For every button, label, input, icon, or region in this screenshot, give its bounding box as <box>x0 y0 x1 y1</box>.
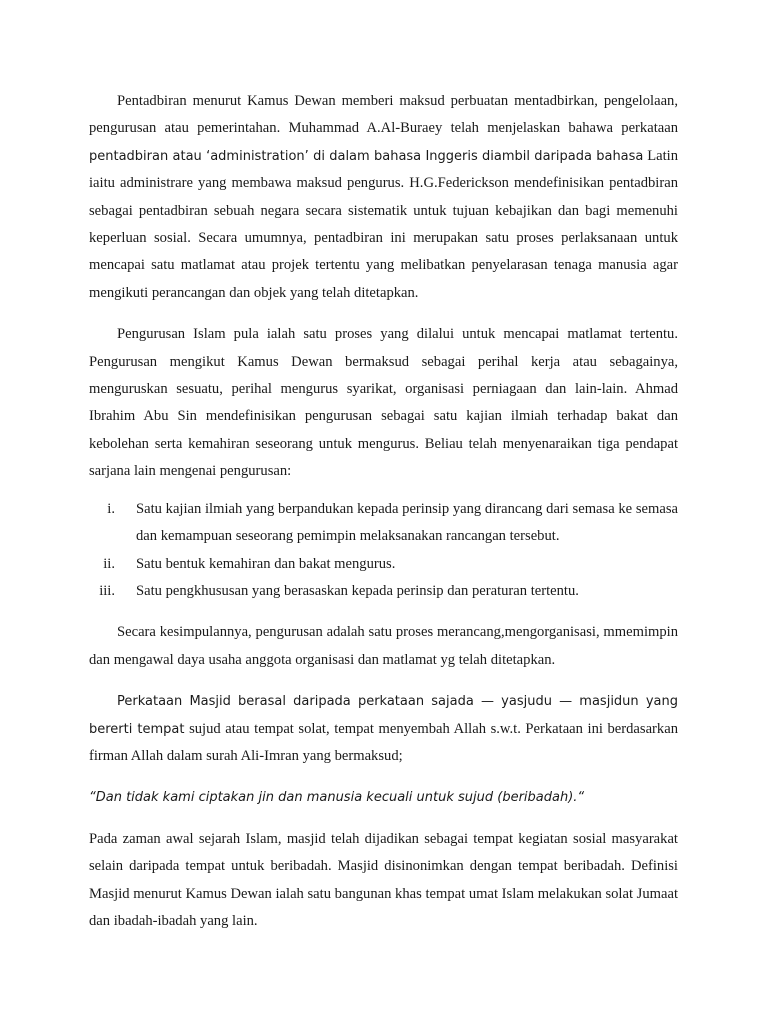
list-item <box>89 578 678 605</box>
paragraph-pentadbiran-part-b: pentadbiran atau ‘administration’ di dalam bahasa Inggeris diambil daripada bahasa <box>89 148 644 164</box>
list-item <box>89 496 678 551</box>
list-item-number: iii. <box>99 582 115 599</box>
list-item-text: Satu pengkhususan yang berasaskan kepada perinsip dan peraturan tertentu. <box>136 582 579 599</box>
paragraph-zaman-awal: Pada zaman awal sejarah Islam, masjid telah dijadikan sebagai tempat kegiatan sosial masyarakat selain daripada tempat untuk beribadah. Masjid disinonimkan dengan tempat beribadah. Definisi Masjid menurut Kamus Dewan ialah satu bangunan khas tempat umat Islam melakukan solat Jumaat dan ibadah-ibadah yang lain. <box>89 830 678 929</box>
quranic-quote: “Dan tidak kami ciptakan jin dan manusia kecuali untuk sujud (beribadah).“ <box>89 790 585 806</box>
paragraph-pentadbiran <box>89 88 678 307</box>
list-item-text: Satu bentuk kemahiran dan bakat mengurus. <box>136 555 396 572</box>
paragraph-kesimpulan: Secara kesimpulannya, pengurusan adalah satu proses merancang,mengorganisasi, mmemimpin dan mengawal daya usaha anggota organisasi dan matlamat yg telah ditetapkan. <box>89 624 678 668</box>
opinion-list <box>89 496 678 606</box>
paragraph-masjid-origin <box>89 688 678 770</box>
paragraph-masjid-origin-part-b: sujud atau tempat solat, tempat menyembah Allah s.w.t. Perkataan ini berdasarkan firman Allah dalam surah Ali-Imran yang bermaksud; <box>89 720 678 764</box>
paragraph-pengurusan-islam: Pengurusan Islam pula ialah satu proses yang dilalui untuk mencapai matlamat tertentu. Pengurusan mengikut Kamus Dewan bermaksud sebagai perihal kerja atau sebagainya, menguruskan sesuatu, perihal mengurus syarikat, organisasi perniagaan dan lain-lain. Ahmad Ibrahim Abu Sin mendefinisikan pengurusan sebagai satu kajian ilmiah terhadap bakat dan kebolehan serta kemahiran seseorang untuk mengurus. Beliau telah menyenaraikan tiga pendapat sarjana lain mengenai pengurusan: <box>89 326 678 480</box>
list-item <box>89 551 678 578</box>
paragraph-pentadbiran-part-c: Latin iaitu administrare yang membawa maksud pengurus. H.G.Federickson mendefinisikan pentadbiran sebagai pentadbiran sebuah negara secara sistematik untuk tujuan kebajikan dan bagi memenuhi keperluan sosial. Secara umumnya, pentadbiran ini merupakan satu proses perlaksanaan untuk mencapai satu matlamat atau projek tertentu yang melibatkan penyelarasan tenaga manusia agar mengikuti perancangan dan objek yang telah ditetapkan. <box>89 147 679 301</box>
paragraph-masjid-origin-part-a: Perkataan Masjid berasal daripada perkataan sajada — yasjudu — masjidun yang bererti tempat <box>89 694 678 737</box>
list-item-text: Satu kajian ilmiah yang berpandukan kepada perinsip yang dirancang dari semasa ke semasa dan kemampuan seseorang pemimpin melaksanakan rancangan tersebut. <box>136 500 678 545</box>
document-page <box>89 88 678 935</box>
list-item-number: ii. <box>103 555 115 572</box>
list-item-number: i. <box>107 500 115 517</box>
paragraph-pentadbiran-part-a: Pentadbiran menurut Kamus Dewan memberi maksud perbuatan mentadbirkan, pengelolaan, pengurusan atau pemerintahan. Muhammad A.Al-Buraey telah menjelaskan bahawa perkataan <box>89 93 678 137</box>
